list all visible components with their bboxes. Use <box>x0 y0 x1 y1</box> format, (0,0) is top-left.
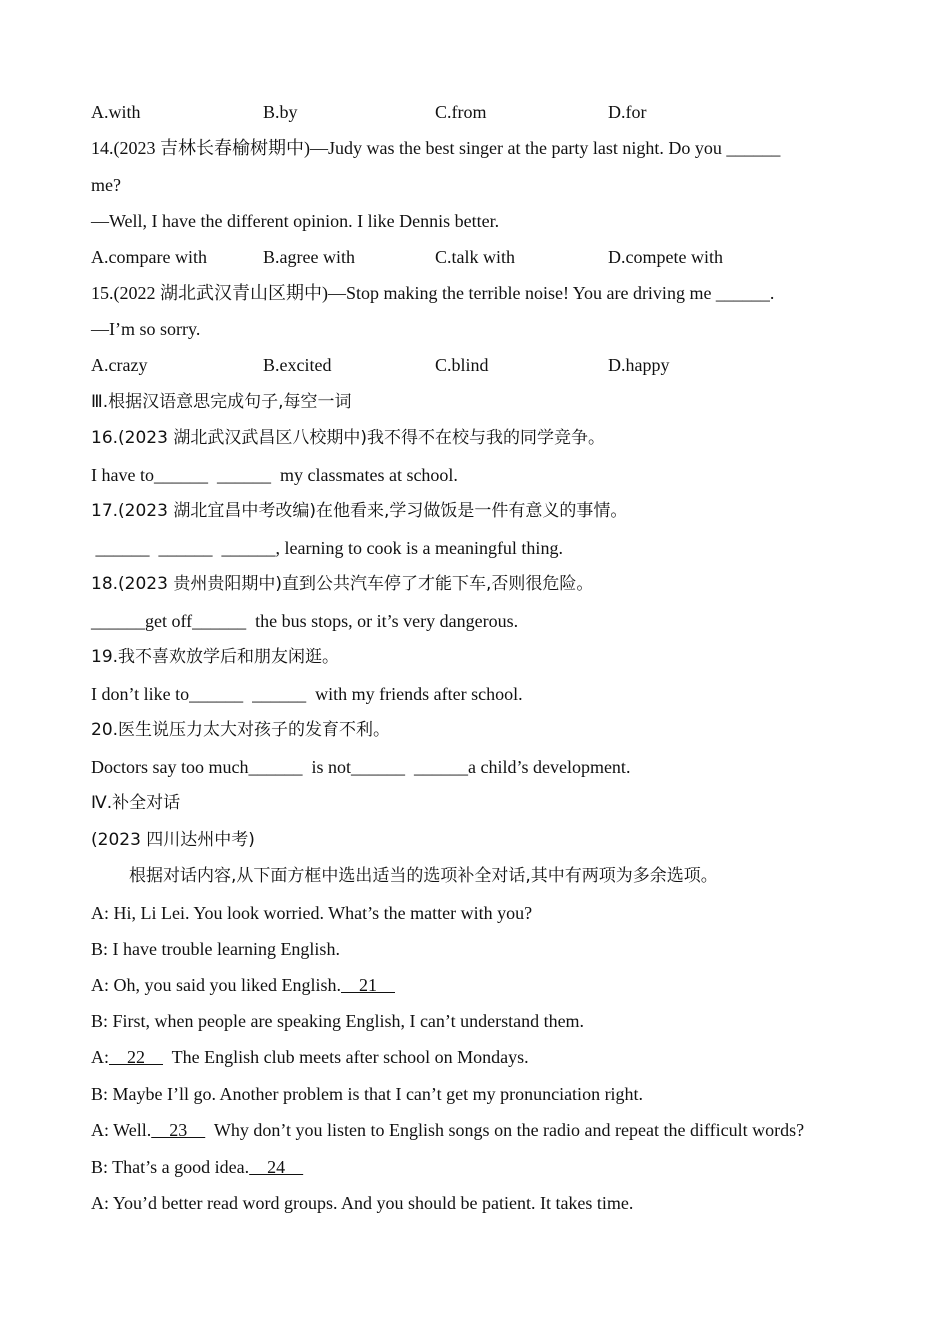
q16-answer-line: I have to______ ______ my classmates at school. <box>91 465 458 485</box>
option-d: D.compete with <box>608 247 723 267</box>
option-d: D.for <box>608 102 647 122</box>
option-c: C.from <box>435 102 487 122</box>
option-c: C.talk with <box>435 247 515 267</box>
section-4-source: (2023 四川达州中考) <box>91 830 255 850</box>
q18-prompt: 18.(2023 贵州贵阳期中)直到公共汽车停了才能下车,否则很危险。 <box>91 574 594 594</box>
q17-prompt: 17.(2023 湖北宜昌中考改编)在他看来,学习做饭是一件有意义的事情。 <box>91 501 628 521</box>
q15-options <box>91 354 791 376</box>
dialogue-line-7: A: Well. 23 Why don’t you listen to English songs on the radio and repeat the difficult words? <box>91 1120 805 1140</box>
dialogue-line-6: B: Maybe I’ll go. Another problem is that I can’t get my pronunciation right. <box>91 1084 644 1104</box>
option-a: A.with <box>91 102 141 122</box>
q17-answer-line: ______ ______ ______, learning to cook is a meaningful thing. <box>91 538 563 558</box>
q18-answer-line: ______get off______ the bus stops, or it’s very dangerous. <box>91 611 519 631</box>
q20-prompt: 20.医生说压力太大对孩子的发育不利。 <box>91 720 391 740</box>
section-4-instruction: 根据对话内容,从下面方框中选出适当的选项补全对话,其中有两项为多余选项。 <box>129 866 718 886</box>
dialogue-line-4: B: First, when people are speaking English, I can’t understand them. <box>91 1011 585 1031</box>
q15-stem: 15.(2022 湖北武汉青山区期中)—Stop making the terrible noise! You are driving me ______. <box>91 283 775 303</box>
q15-reply: —I’m so sorry. <box>91 319 201 339</box>
q14-reply: —Well, I have the different opinion. I like Dennis better. <box>91 211 500 231</box>
dialogue-line-2: B: I have trouble learning English. <box>91 939 340 959</box>
blank-24: 24 <box>249 1157 304 1177</box>
dialogue-line-8: B: That’s a good idea. 24 <box>91 1157 304 1177</box>
option-a: A.crazy <box>91 355 148 375</box>
option-d: D.happy <box>608 355 670 375</box>
option-c: C.blind <box>435 355 489 375</box>
option-b: B.by <box>263 102 298 122</box>
dialogue-line-5: A: 22 The English club meets after school on Mondays. <box>91 1047 529 1067</box>
blank-21: 21 <box>341 975 395 995</box>
dialogue-line-1: A: Hi, Li Lei. You look worried. What’s the matter with you? <box>91 903 533 923</box>
q14-options <box>91 246 791 268</box>
option-b: B.excited <box>263 355 332 375</box>
dialogue-line-9: A: You’d better read word groups. And you should be patient. It takes time. <box>91 1193 634 1213</box>
blank-23: 23 <box>151 1120 206 1140</box>
section-3-title: Ⅲ.根据汉语意思完成句子,每空一词 <box>91 392 352 412</box>
q14-stem: 14.(2023 吉林长春榆树期中)—Judy was the best singer at the party last night. Do you ______ <box>91 138 781 158</box>
q19-prompt: 19.我不喜欢放学后和朋友闲逛。 <box>91 647 340 667</box>
blank-22: 22 <box>109 1047 163 1067</box>
q19-answer-line: I don’t like to______ ______ with my friends after school. <box>91 684 523 704</box>
dialogue-line-3: A: Oh, you said you liked English. 21 <box>91 975 395 995</box>
q16-prompt: 16.(2023 湖北武汉武昌区八校期中)我不得不在校与我的同学竞争。 <box>91 428 605 448</box>
option-b: B.agree with <box>263 247 355 267</box>
q20-answer-line: Doctors say too much______ is not______ ______a child’s development. <box>91 757 631 777</box>
section-4-title: Ⅳ.补全对话 <box>91 793 181 813</box>
option-a: A.compare with <box>91 247 207 267</box>
q13-options <box>91 101 791 123</box>
q14-stem-cont: me? <box>91 175 121 195</box>
